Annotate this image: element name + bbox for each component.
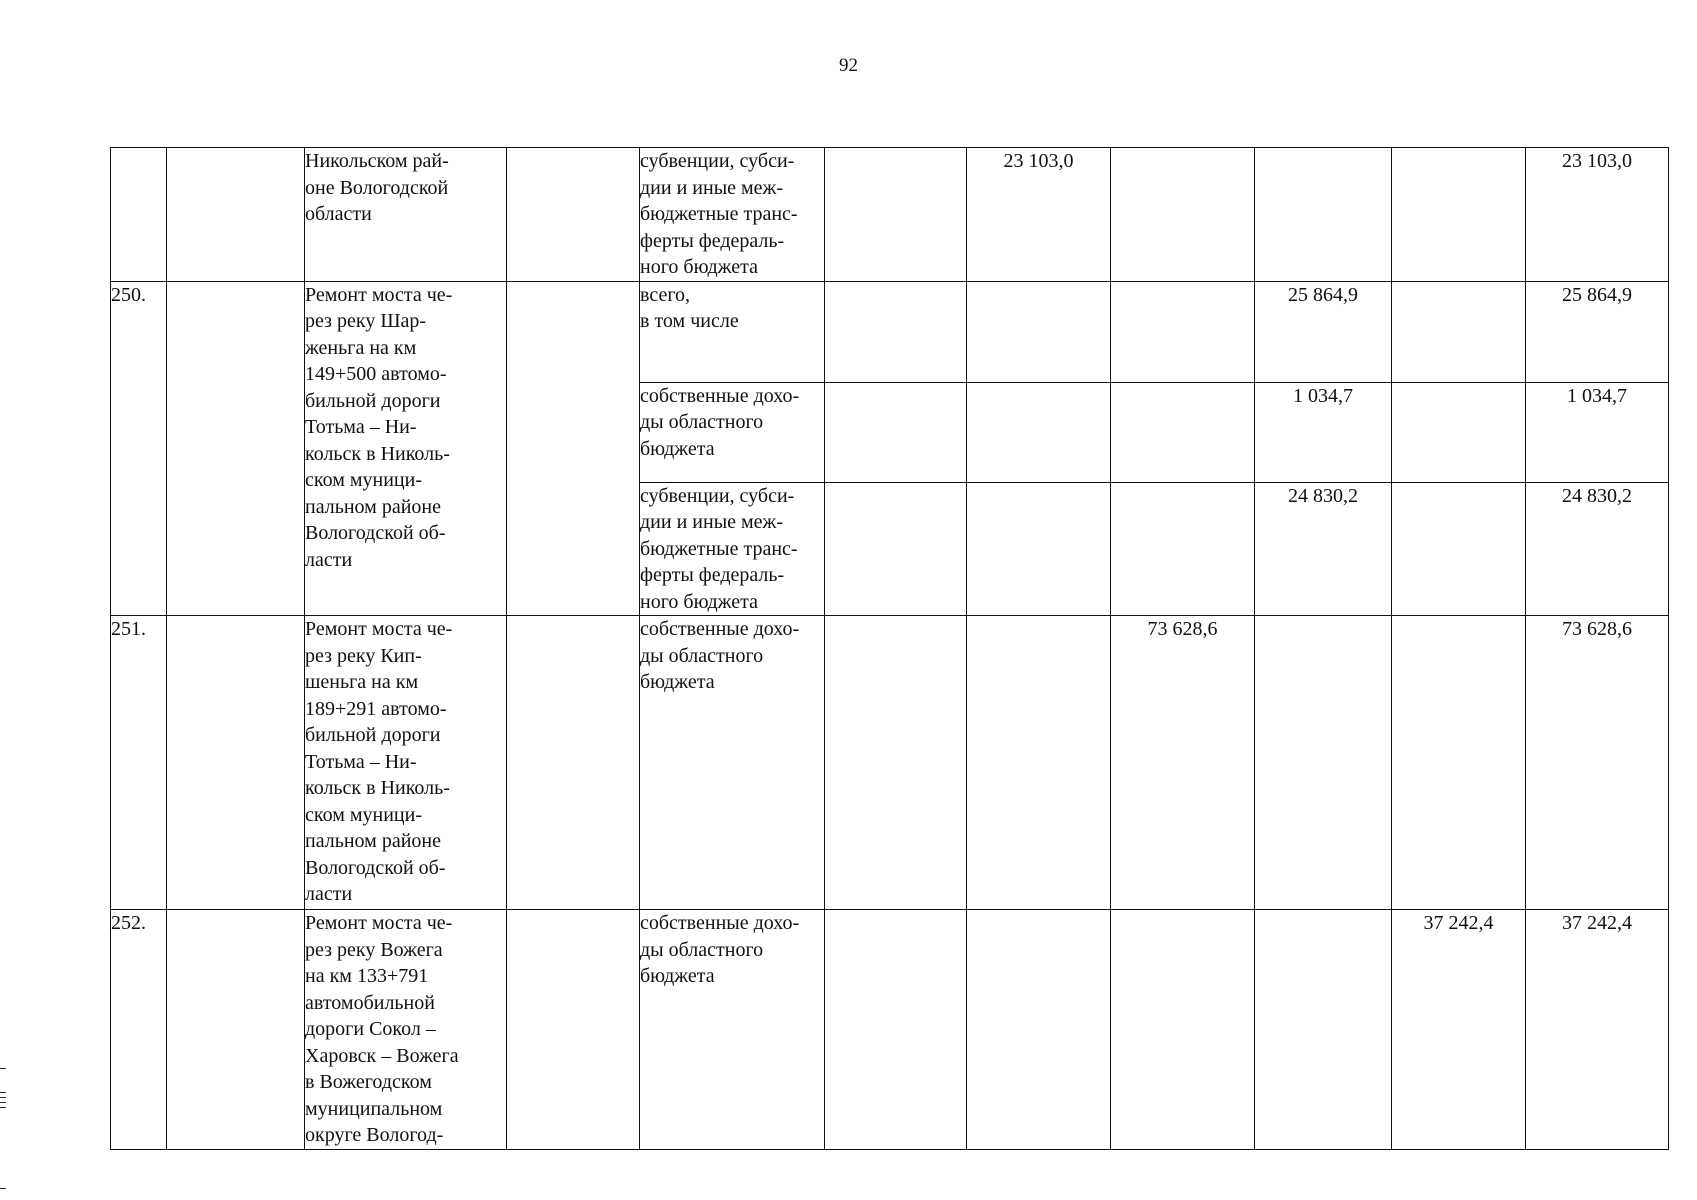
total-cell: 1 034,7 bbox=[1526, 382, 1669, 482]
funding-source: собственные дохо- ды областного бюджета bbox=[640, 912, 800, 987]
empty-cell bbox=[167, 910, 305, 1150]
funding-source-cell bbox=[640, 616, 825, 910]
empty-cell bbox=[1111, 148, 1255, 282]
object-name-cell bbox=[305, 616, 507, 910]
empty-cell bbox=[507, 616, 640, 910]
value-cell: 23 103,0 bbox=[967, 148, 1111, 282]
empty-cell bbox=[507, 148, 640, 282]
empty-cell bbox=[825, 148, 967, 282]
empty-cell bbox=[507, 281, 640, 616]
empty-cell bbox=[1255, 616, 1392, 910]
funding-source-cell bbox=[640, 281, 825, 382]
empty-cell bbox=[825, 482, 967, 616]
empty-cell bbox=[167, 616, 305, 910]
total-cell: 23 103,0 bbox=[1526, 148, 1669, 282]
empty-cell bbox=[1392, 382, 1526, 482]
empty-cell bbox=[967, 482, 1111, 616]
value-cell: 24 830,2 bbox=[1255, 482, 1392, 616]
empty-cell bbox=[825, 616, 967, 910]
object-name: Никольском рай- оне Вологодской области bbox=[305, 150, 449, 225]
funding-source-cell bbox=[640, 382, 825, 482]
value-cell: 73 628,6 bbox=[1111, 616, 1255, 910]
row-number-cell bbox=[111, 148, 167, 282]
page-number: 92 bbox=[839, 55, 858, 76]
object-name: Ремонт моста че- рез реку Вожега на км 133+791 автомобильной дороги Сокол – Харовск – Вожега в Вожегодском муниципальном округе Вологод- bbox=[305, 912, 459, 1146]
object-name-cell bbox=[305, 910, 507, 1150]
empty-cell bbox=[1255, 148, 1392, 282]
table-row bbox=[111, 616, 1669, 910]
empty-cell bbox=[825, 281, 967, 382]
table-row bbox=[111, 148, 1669, 282]
empty-cell bbox=[1255, 910, 1392, 1150]
empty-cell bbox=[167, 148, 305, 282]
empty-cell bbox=[167, 281, 305, 616]
empty-cell bbox=[1392, 281, 1526, 382]
funding-source: собственные дохо- ды областного бюджета bbox=[640, 384, 800, 460]
binding-mark bbox=[0, 1097, 6, 1098]
empty-cell bbox=[1392, 482, 1526, 616]
empty-cell bbox=[507, 910, 640, 1150]
table-row bbox=[111, 910, 1669, 1150]
object-name-cell bbox=[305, 148, 507, 282]
total-cell: 24 830,2 bbox=[1526, 482, 1669, 616]
binding-mark bbox=[0, 1107, 6, 1108]
row-number-cell: 250. bbox=[111, 281, 167, 616]
empty-cell bbox=[1392, 616, 1526, 910]
funding-source: всего, в том числе bbox=[640, 283, 739, 332]
funding-source-cell bbox=[640, 910, 825, 1150]
empty-cell bbox=[1111, 910, 1255, 1150]
value-cell: 25 864,9 bbox=[1255, 281, 1392, 382]
binding-mark bbox=[0, 1188, 6, 1189]
binding-mark bbox=[0, 1068, 6, 1069]
funding-source-cell bbox=[640, 482, 825, 616]
empty-cell bbox=[967, 910, 1111, 1150]
binding-mark bbox=[0, 1092, 6, 1093]
empty-cell bbox=[967, 281, 1111, 382]
value-cell: 1 034,7 bbox=[1255, 382, 1392, 482]
object-name-cell bbox=[305, 281, 507, 616]
value-cell: 37 242,4 bbox=[1392, 910, 1526, 1150]
funding-source: субвенции, субси- дии и иные меж- бюджетные транс- ферты федераль- ного бюджета bbox=[640, 484, 798, 613]
empty-cell bbox=[825, 382, 967, 482]
row-number-cell: 252. bbox=[111, 910, 167, 1150]
total-cell: 25 864,9 bbox=[1526, 281, 1669, 382]
object-name: Ремонт моста че- рез реку Кип- шеньга на км 189+291 автомо- бильной дороги Тотьма – Ни- кольск в Николь- ском муници- пальном районе Вологодской об- ласти bbox=[305, 618, 453, 905]
empty-cell bbox=[967, 382, 1111, 482]
empty-cell bbox=[1111, 281, 1255, 382]
empty-cell bbox=[825, 910, 967, 1150]
binding-mark bbox=[0, 1102, 6, 1103]
row-number-cell: 251. bbox=[111, 616, 167, 910]
table-row bbox=[111, 281, 1669, 382]
total-cell: 37 242,4 bbox=[1526, 910, 1669, 1150]
empty-cell bbox=[967, 616, 1111, 910]
funding-source: субвенции, субси- дии и иные меж- бюджетные транс- ферты федераль- ного бюджета bbox=[640, 150, 798, 278]
budget-table bbox=[110, 147, 1669, 1150]
funding-source: собственные дохо- ды областного бюджета bbox=[640, 618, 800, 693]
funding-source-cell bbox=[640, 148, 825, 282]
empty-cell bbox=[1111, 482, 1255, 616]
empty-cell bbox=[1111, 382, 1255, 482]
total-cell: 73 628,6 bbox=[1526, 616, 1669, 910]
object-name: Ремонт моста че- рез реку Шар- женьга на км 149+500 автомо- бильной дороги Тотьма – Ни- кольск в Николь- ском муници- пальном районе Вологодской об- ласти bbox=[305, 283, 453, 571]
empty-cell bbox=[1392, 148, 1526, 282]
